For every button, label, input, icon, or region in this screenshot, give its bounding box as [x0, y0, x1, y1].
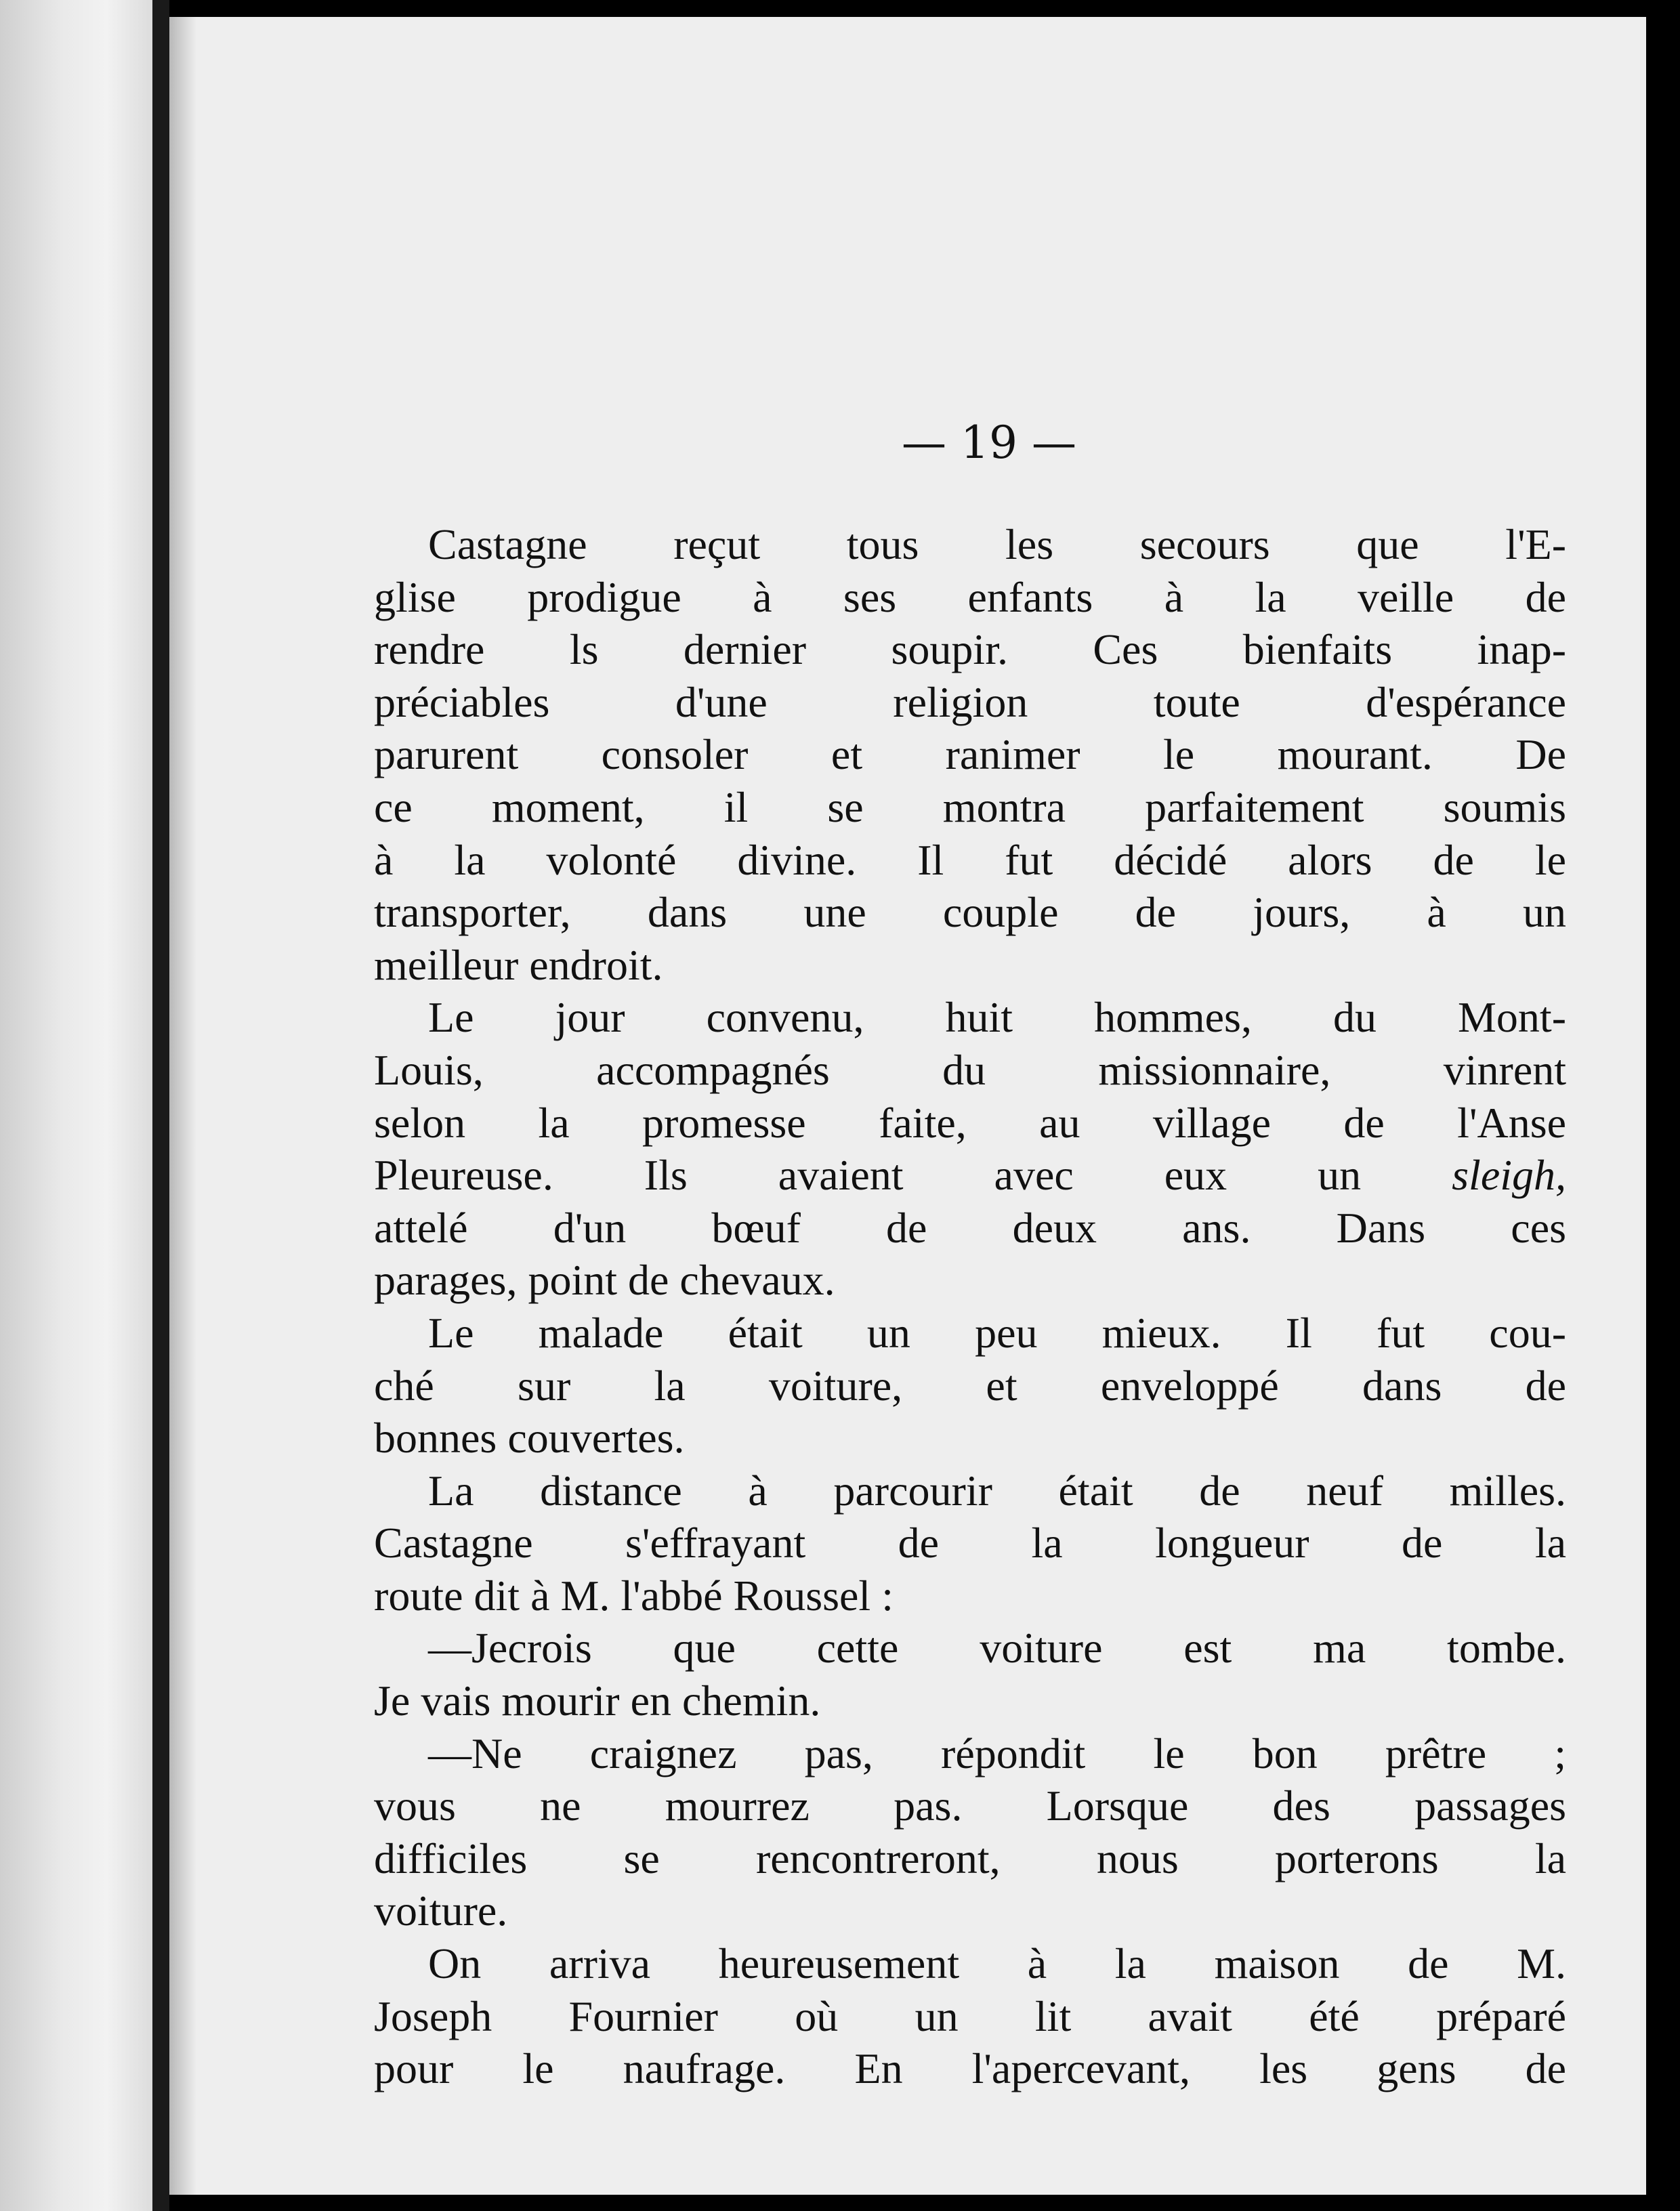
text-line: ché sur la voiture, et enveloppé dans de: [374, 1361, 1566, 1410]
text-line: Le jour convenu, huit hommes, du Mont-: [428, 993, 1566, 1042]
previous-page-edge: [0, 0, 152, 2211]
text-line: transporter, dans une couple de jours, à un: [374, 888, 1566, 937]
page-number: — 19 —: [902, 417, 1076, 469]
text-line: Castagne s'effrayant de la longueur de la: [374, 1519, 1566, 1567]
italic-word: sleigh,: [1452, 1151, 1566, 1200]
text-line: glise prodigue à ses enfants à la veille de: [374, 572, 1566, 621]
book-page: [169, 17, 1646, 2195]
text-line: bonnes couvertes.: [374, 1414, 685, 1462]
text-line: difficiles se rencontreront, nous porterons la: [374, 1834, 1566, 1882]
text-line: Louis, accompagnés du missionnaire, vinrent: [374, 1045, 1566, 1094]
text-line: ce moment, il se montra parfaitement soumis: [374, 782, 1566, 831]
text-line: —Jecrois que cette voiture est ma tombe.: [428, 1624, 1566, 1672]
text-line: La distance à parcourir était de neuf milles.: [428, 1466, 1566, 1515]
text-line: meilleur endroit.: [374, 940, 663, 989]
page-text: [374, 518, 1566, 2095]
text-line: pour le naufrage. En l'apercevant, les gens de: [374, 2044, 1566, 2093]
book-gutter: [152, 0, 169, 2211]
text-line: Je vais mourir en chemin.: [374, 1677, 821, 1725]
text-line: Joseph Fournier où un lit avait été préparé: [374, 1992, 1566, 2040]
page-shadow: [169, 17, 196, 2195]
text-line: Le malade était un peu mieux. Il fut cou-: [428, 1308, 1566, 1357]
text-line: selon la promesse faite, au village de l'Anse: [374, 1098, 1566, 1147]
text-line: On arriva heureusement à la maison de M.: [428, 1939, 1566, 1988]
text-line: voiture.: [374, 1887, 508, 1935]
text-line: rendre ls dernier soupir. Ces bienfaits inap-: [374, 625, 1566, 674]
text-line: à la volonté divine. Il fut décidé alors de le: [374, 835, 1566, 884]
text-line: parages, point de chevaux.: [374, 1256, 835, 1305]
text-line: vous ne mourrez pas. Lorsque des passages: [374, 1782, 1566, 1830]
text-line: parurent consoler et ranimer le mourant. De: [374, 730, 1566, 779]
text-line: —Ne craignez pas, répondit le bon prêtre ;: [428, 1729, 1566, 1777]
text-line: route dit à M. l'abbé Roussel :: [374, 1571, 894, 1620]
text-line: Castagne reçut tous les secours que l'E-: [428, 520, 1566, 568]
text-line-with-italic: [374, 1149, 1566, 1202]
text-line: attelé d'un bœuf de deux ans. Dans ces: [374, 1203, 1566, 1252]
text-line: préciables d'une religion toute d'espérance: [374, 677, 1566, 726]
text-fragment: Pleureuse. Ils avaient avec eux un: [374, 1151, 1362, 1200]
